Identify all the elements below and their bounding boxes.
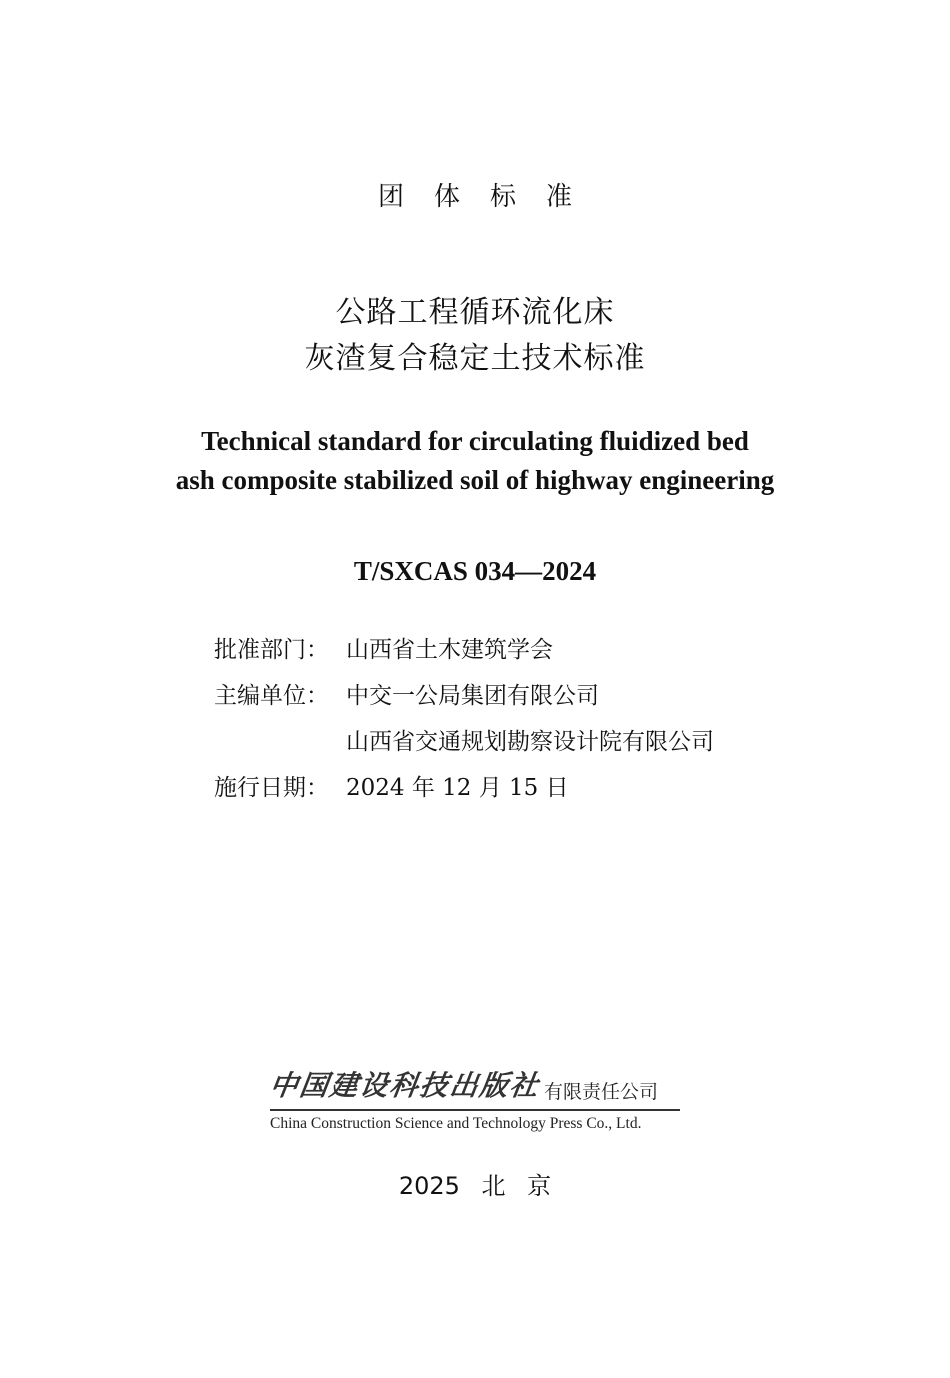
standard-code: T/SXCAS 034—2024 [353, 556, 597, 586]
editor-row-2 [214, 724, 714, 770]
publisher-name-suffix: 有限责任公司 [544, 1081, 659, 1103]
publisher-logo [267, 1066, 680, 1133]
approval-label: 批准部门： [214, 637, 329, 663]
title-english-line-2: ash composite stabilized soil of highway engineering [175, 465, 775, 495]
approval-row [214, 632, 714, 678]
footer-city-1: 北 [481, 1172, 506, 1200]
info-block [214, 632, 714, 816]
editor-value-1: 中交一公局集团有限公司 [346, 683, 599, 709]
date-label: 施行日期： [214, 775, 329, 801]
title-chinese-line-1: 公路工程循环流化床 [335, 295, 615, 330]
publisher-name-calligraphy: 中国建设科技出版社 [267, 1069, 543, 1102]
editor-value-2: 山西省交通规划勘察设计院有限公司 [346, 729, 714, 755]
title-chinese [0, 290, 950, 382]
title-chinese-line-2: 灰渣复合稳定土技术标准 [304, 341, 646, 376]
footer-place-year [0, 1166, 950, 1201]
editor-label: 主编单位： [214, 683, 329, 709]
title-english-line-1: Technical standard for circulating fluidized bed [201, 426, 749, 456]
publisher-rule [270, 1109, 680, 1111]
title-english [0, 422, 950, 500]
series-label: 团体标准 [377, 182, 602, 212]
approval-value: 山西省土木建筑学会 [346, 637, 553, 663]
editor-row [214, 678, 714, 724]
date-row [214, 770, 714, 816]
date-value: 2024 年 12 月 15 日 [346, 775, 569, 801]
footer-city-2: 京 [527, 1172, 552, 1200]
publisher-name-english: China Construction Science and Technology Press Co., Ltd. [270, 1114, 642, 1132]
footer-year: 2025 [398, 1172, 460, 1200]
